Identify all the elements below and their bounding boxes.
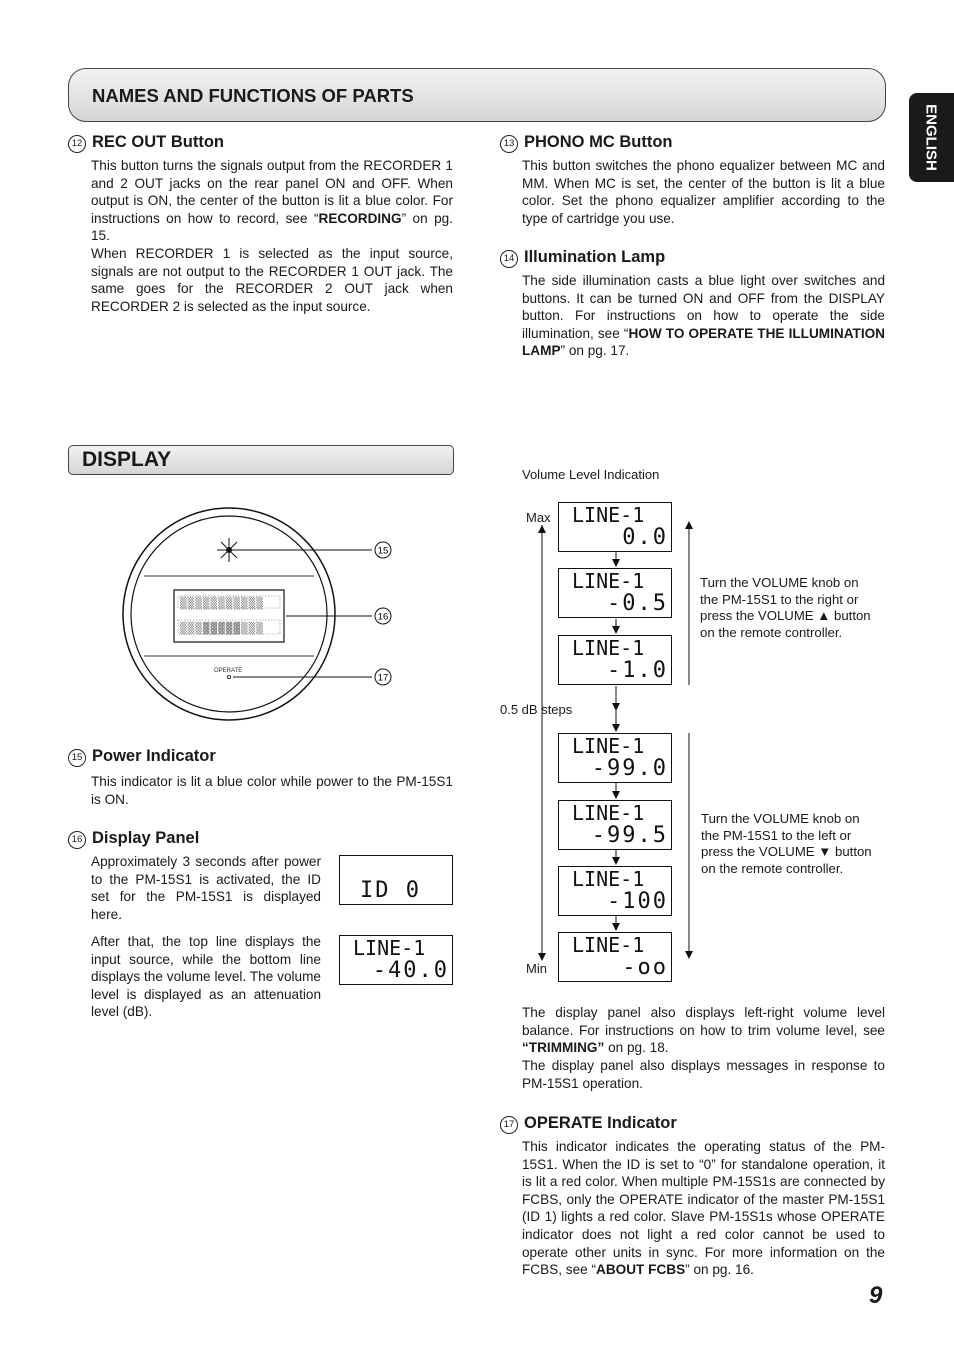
volume-down-instructions: Turn the VOLUME knob on the PM-15S1 to the left or press the VOLUME ▼ button on the remote controller. [701, 811, 872, 876]
lcd-line2: -1.0 [607, 658, 668, 683]
lcd-level-example [339, 935, 453, 985]
power-indicator-title: Power Indicator [92, 747, 216, 765]
svg-text:▒▒▒▒▒▒▒▒▒▒▒: ▒▒▒▒▒▒▒▒▒▒▒ [180, 597, 264, 610]
section-header-banner [68, 68, 886, 122]
operate-indicator-title: OPERATE Indicator [524, 1114, 677, 1132]
display-notes-paragraph-2: The display panel also displays messages in response to PM-15S1 operation. [522, 1058, 885, 1091]
text-run-bold: RECORDING [318, 210, 402, 226]
display-panel-paragraph-1: Approximately 3 seconds after power to the PM-15S1 is activated, the ID set for the PM-15S1 is displayed here. [91, 854, 321, 922]
lcd-line2: -99.5 [591, 823, 668, 848]
text-run: The display panel also displays left-right volume level balance. For instructions on how to trim volume level, see [522, 1005, 885, 1038]
volume-diagram-title: Volume Level Indication [522, 467, 660, 482]
display-notes-paragraph-1 [522, 1004, 885, 1057]
display-section-banner [68, 445, 454, 475]
phono-mc-paragraph: This button switches the phono equalizer between MC and MM. When MC is set, the center of the button is lit a blue color. Set the phono equalizer amplifier according to the type of cartridge you use. [522, 158, 885, 226]
min-label: Min [526, 961, 547, 976]
svg-text:▒▒▒▓▓▓▓▓▒▒▒: ▒▒▒▓▓▓▓▓▒▒▒ [180, 622, 264, 635]
text-run: on pg. 18. [604, 1040, 669, 1056]
text-run-bold: HOW TO OPERATE THE ILLUMINATION LAMP [522, 325, 885, 359]
rec-out-paragraph-2: When RECORDER 1 is selected as the input source, signals are not output to the RECORDER 1 OUT jack. The same goes for the RECORDER 2 OUT jack when RECORDER 2 is selected as the input source. [91, 246, 453, 314]
callout-number: 16 [377, 611, 389, 623]
display-panel-heading [68, 829, 199, 849]
lcd-line2: -99.0 [591, 756, 668, 781]
rec-out-paragraph-1 [91, 157, 453, 245]
text-run: This indicator indicates the operating status of the PM-15S1. When the ID is set to “0” for standalone operation, it is lit a red color. When multiple PM-15S1s are connected by FCBS, only the OPERATE indicator of the master PM-15S1 (ID 1) lights a red color. Slave PM-15S1s whose OPERATE indicator does not light a red color cannot be used to operate other units in sync. For more information on the FCBS, see “ [522, 1139, 885, 1278]
item-number-badge: 14 [500, 250, 518, 268]
text-run-bold: “TRIMMING” [522, 1040, 605, 1056]
power-indicator-paragraph: This indicator is lit a blue color while power to the PM-15S1 is ON. [91, 774, 453, 807]
lcd-line2: 0.0 [622, 525, 668, 550]
display-panel-title: Display Panel [92, 829, 200, 847]
lcd-line1: LINE-1 [572, 734, 645, 758]
max-label: Max [526, 510, 551, 525]
display-section-title: DISPLAY [82, 448, 172, 471]
text-run: The side illumination casts a blue light over switches and buttons. It can be turned ON and OFF from the DISPLAY button. For instructions on how to operate the side illumination, see “ [522, 273, 885, 341]
operate-label: OPERATE [214, 668, 243, 674]
callout-number: 17 [377, 672, 389, 684]
illumination-heading [500, 248, 665, 268]
lcd-line2: -oo [622, 955, 668, 980]
rec-out-heading [68, 133, 224, 153]
lcd-line2: -0.5 [607, 591, 668, 616]
lcd-line1: LINE-1 [572, 933, 645, 957]
operate-indicator-paragraph [522, 1138, 885, 1279]
lcd-line1: LINE-1 [353, 936, 426, 960]
illumination-paragraph [522, 272, 885, 360]
section-header-title: NAMES AND FUNCTIONS OF PARTS [92, 85, 414, 106]
item-number-badge: 15 [68, 749, 86, 767]
power-indicator-heading [68, 747, 216, 767]
phono-mc-heading [500, 133, 672, 153]
language-tab [909, 93, 954, 182]
text-run: ” on pg. 16. [685, 1262, 754, 1278]
front-panel-illustration [110, 500, 410, 730]
text-run: ” on pg. 15. [91, 210, 453, 244]
volume-up-instructions: Turn the VOLUME knob on the PM-15S1 to the right or press the VOLUME ▲ button on the remote controller. [700, 575, 871, 640]
lcd-line1: LINE-1 [572, 636, 645, 660]
item-number-badge: 17 [500, 1116, 518, 1134]
text-run: This button turns the signals output from the RECORDER 1 and 2 OUT jacks on the rear panel ON and OFF. When output is ON, the center of the button is lit a blue color. For instructions on how to record, see “ [91, 158, 453, 226]
lcd-line2: -40.0 [372, 958, 449, 983]
display-panel-paragraph-2: After that, the top line displays the input source, while the bottom line displays the volume level. The volume level is displayed as an attenuation level (dB). [91, 934, 321, 1020]
lcd-line2: -100 [607, 889, 668, 914]
lcd-line1: LINE-1 [572, 503, 645, 527]
callout-number: 15 [377, 545, 389, 557]
item-number-badge: 16 [68, 831, 86, 849]
page-number: 9 [869, 1282, 883, 1309]
lcd-line1: LINE-1 [572, 569, 645, 593]
lcd-id-text: ID 0 [360, 878, 421, 903]
phono-mc-title: PHONO MC Button [524, 133, 673, 151]
steps-label: 0.5 dB steps [500, 702, 573, 717]
operate-indicator-heading [500, 1114, 677, 1134]
illumination-title: Illumination Lamp [524, 248, 666, 266]
lcd-id-example [339, 855, 453, 905]
item-number-badge: 13 [500, 135, 518, 153]
item-number-badge: 12 [68, 135, 86, 153]
text-run: ” on pg. 17. [560, 343, 630, 359]
lcd-line1: LINE-1 [572, 867, 645, 891]
lcd-line1: LINE-1 [572, 801, 645, 825]
language-tab-label: ENGLISH [922, 104, 940, 171]
volume-diagram-arrows [530, 515, 710, 965]
rec-out-title: REC OUT Button [92, 133, 224, 151]
text-run-bold: ABOUT FCBS [596, 1262, 686, 1278]
